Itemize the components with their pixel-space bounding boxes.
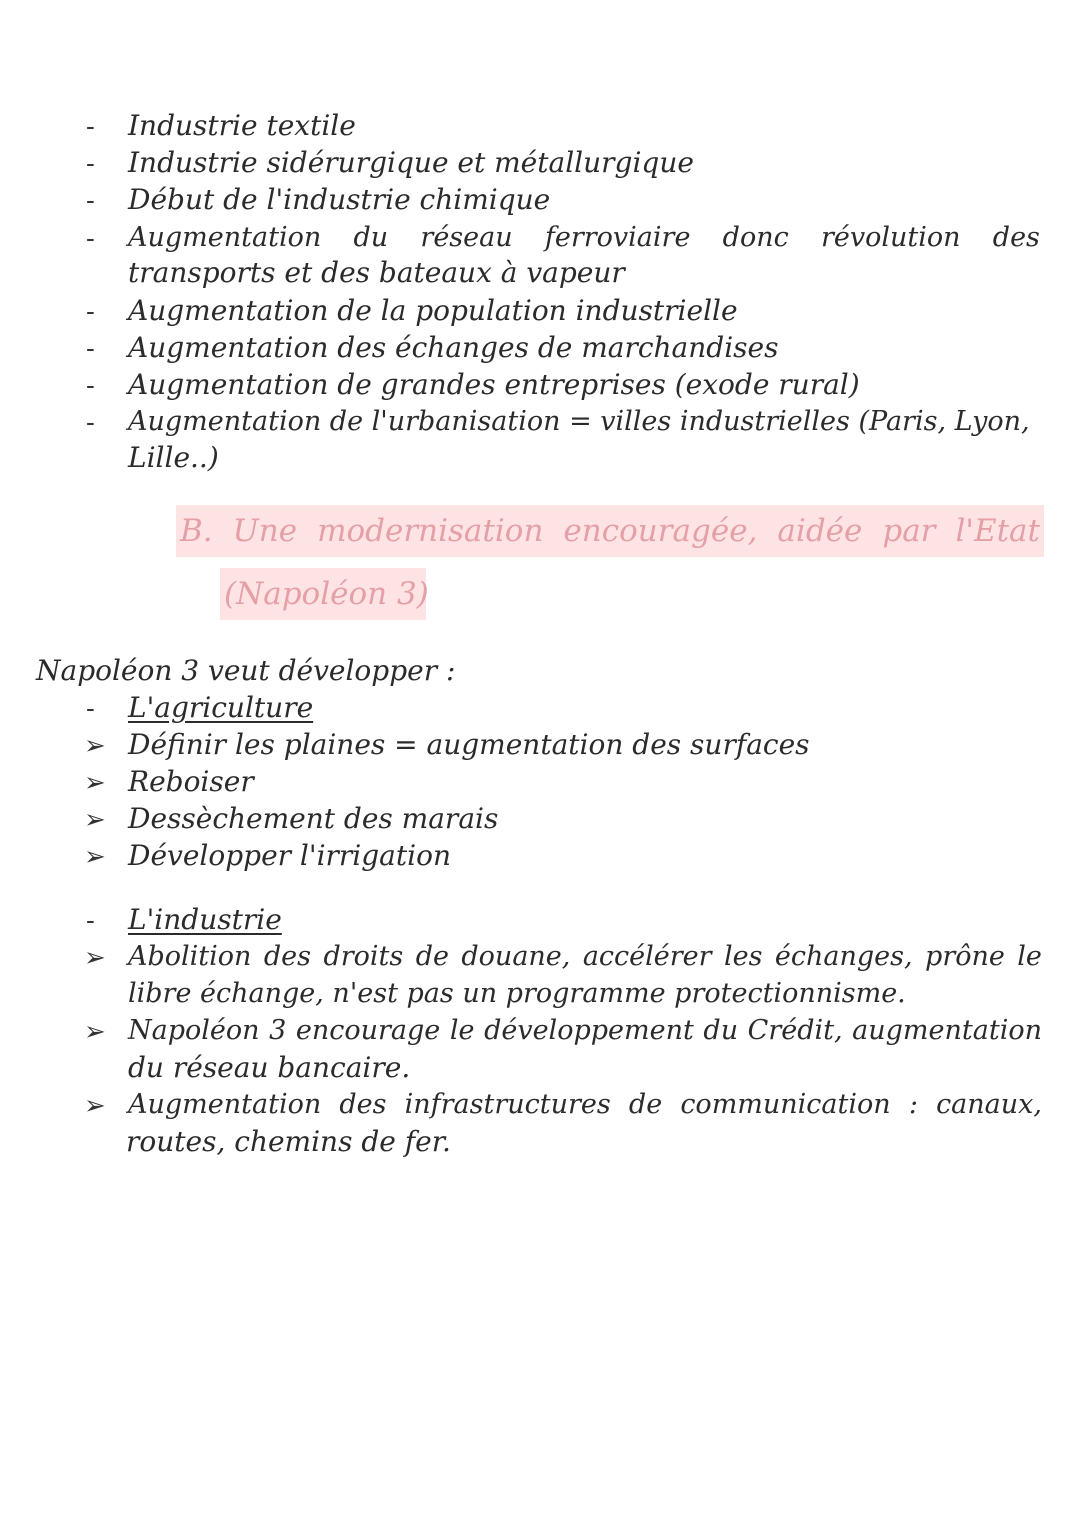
word: accélérer xyxy=(582,941,712,972)
list-item: Augmentation de la population industrielle xyxy=(128,294,738,327)
word: de xyxy=(628,1089,663,1120)
list-item-justified xyxy=(128,939,1042,975)
word: développement xyxy=(484,1015,694,1046)
list-item-justified xyxy=(128,1013,1042,1049)
dash-marker: - xyxy=(86,149,95,179)
dash-marker: - xyxy=(86,186,95,216)
dash-marker: - xyxy=(86,224,95,254)
section-heading xyxy=(180,509,1040,553)
word: révolution xyxy=(820,222,961,253)
word: des xyxy=(263,941,312,972)
word: du xyxy=(703,1015,739,1046)
list-item-continuation: transports et des bateaux à vapeur xyxy=(128,256,625,289)
word: du xyxy=(353,222,389,253)
list-item-continuation: du réseau bancaire. xyxy=(128,1051,411,1084)
word: ferroviaire xyxy=(544,222,691,253)
word: canaux, xyxy=(936,1089,1042,1120)
word: de xyxy=(415,941,449,972)
list-item: Début de l'industrie chimique xyxy=(128,183,551,216)
list-item-justified xyxy=(128,1087,1042,1123)
section-heading-line2: (Napoléon 3) xyxy=(224,576,429,612)
list-item: Reboiser xyxy=(128,765,254,798)
heading-word: B. xyxy=(180,513,213,549)
list-item-continuation: libre échange, n'est pas un programme protectionnisme. xyxy=(128,978,906,1009)
list-item: Augmentation de grandes entreprises (exode rural) xyxy=(128,368,860,401)
word: donc xyxy=(722,222,789,253)
word: 3 xyxy=(269,1015,287,1046)
dash-marker: - xyxy=(86,334,95,364)
word: réseau xyxy=(420,222,513,253)
arrow-marker: ➢ xyxy=(84,943,106,973)
heading-word: l'Etat xyxy=(955,513,1040,549)
word: Augmentation xyxy=(128,222,322,253)
word: Napoléon xyxy=(128,1015,260,1046)
word: les xyxy=(723,941,763,972)
word: encourage xyxy=(295,1015,441,1046)
word: droits xyxy=(323,941,404,972)
word: des xyxy=(992,222,1040,253)
word: Abolition xyxy=(128,941,252,972)
subsection-title: L'agriculture xyxy=(128,691,314,724)
word: augmentation xyxy=(852,1015,1042,1046)
list-item: Dessèchement des marais xyxy=(128,802,499,835)
word: le xyxy=(449,1015,475,1046)
word: infrastructures xyxy=(404,1089,611,1120)
arrow-marker: ➢ xyxy=(84,768,106,798)
word: des xyxy=(339,1089,387,1120)
word: échanges, xyxy=(774,941,913,972)
arrow-marker: ➢ xyxy=(84,842,106,872)
list-item: Industrie sidérurgique et métallurgique xyxy=(128,146,694,179)
list-item-justified xyxy=(128,220,1040,256)
arrow-marker: ➢ xyxy=(84,731,106,761)
dash-marker: - xyxy=(86,408,95,438)
list-item: Développer l'irrigation xyxy=(128,839,451,872)
list-item: Industrie textile xyxy=(128,109,356,142)
heading-word: Une xyxy=(232,513,298,549)
heading-word: modernisation xyxy=(317,513,544,549)
word: prône xyxy=(925,941,1005,972)
heading-word: par xyxy=(882,513,936,549)
arrow-marker: ➢ xyxy=(84,805,106,835)
dash-marker: - xyxy=(86,371,95,401)
intro-text: Napoléon 3 veut développer : xyxy=(36,654,456,687)
list-item-continuation: Lille..) xyxy=(128,441,219,474)
heading-word: encouragée, xyxy=(563,513,758,549)
heading-word: aidée xyxy=(777,513,863,549)
subsection-title: L'industrie xyxy=(128,903,282,936)
word: : xyxy=(908,1089,918,1120)
arrow-marker: ➢ xyxy=(84,1017,106,1047)
word: le xyxy=(1017,941,1042,972)
list-item-continuation: routes, chemins de fer. xyxy=(126,1125,451,1158)
list-item: Définir les plaines = augmentation des surfaces xyxy=(128,728,810,761)
dash-marker: - xyxy=(86,112,95,142)
dash-marker: - xyxy=(86,906,95,936)
dash-marker: - xyxy=(86,694,95,724)
list-item: Augmentation des échanges de marchandises xyxy=(128,331,779,364)
word: Augmentation xyxy=(128,1089,322,1120)
list-item: Augmentation de l'urbanisation = villes industrielles (Paris, Lyon, xyxy=(128,406,1030,437)
word: douane, xyxy=(461,941,571,972)
dash-marker: - xyxy=(86,297,95,327)
word: communication xyxy=(680,1089,891,1120)
arrow-marker: ➢ xyxy=(84,1091,106,1121)
word: Crédit, xyxy=(747,1015,843,1046)
